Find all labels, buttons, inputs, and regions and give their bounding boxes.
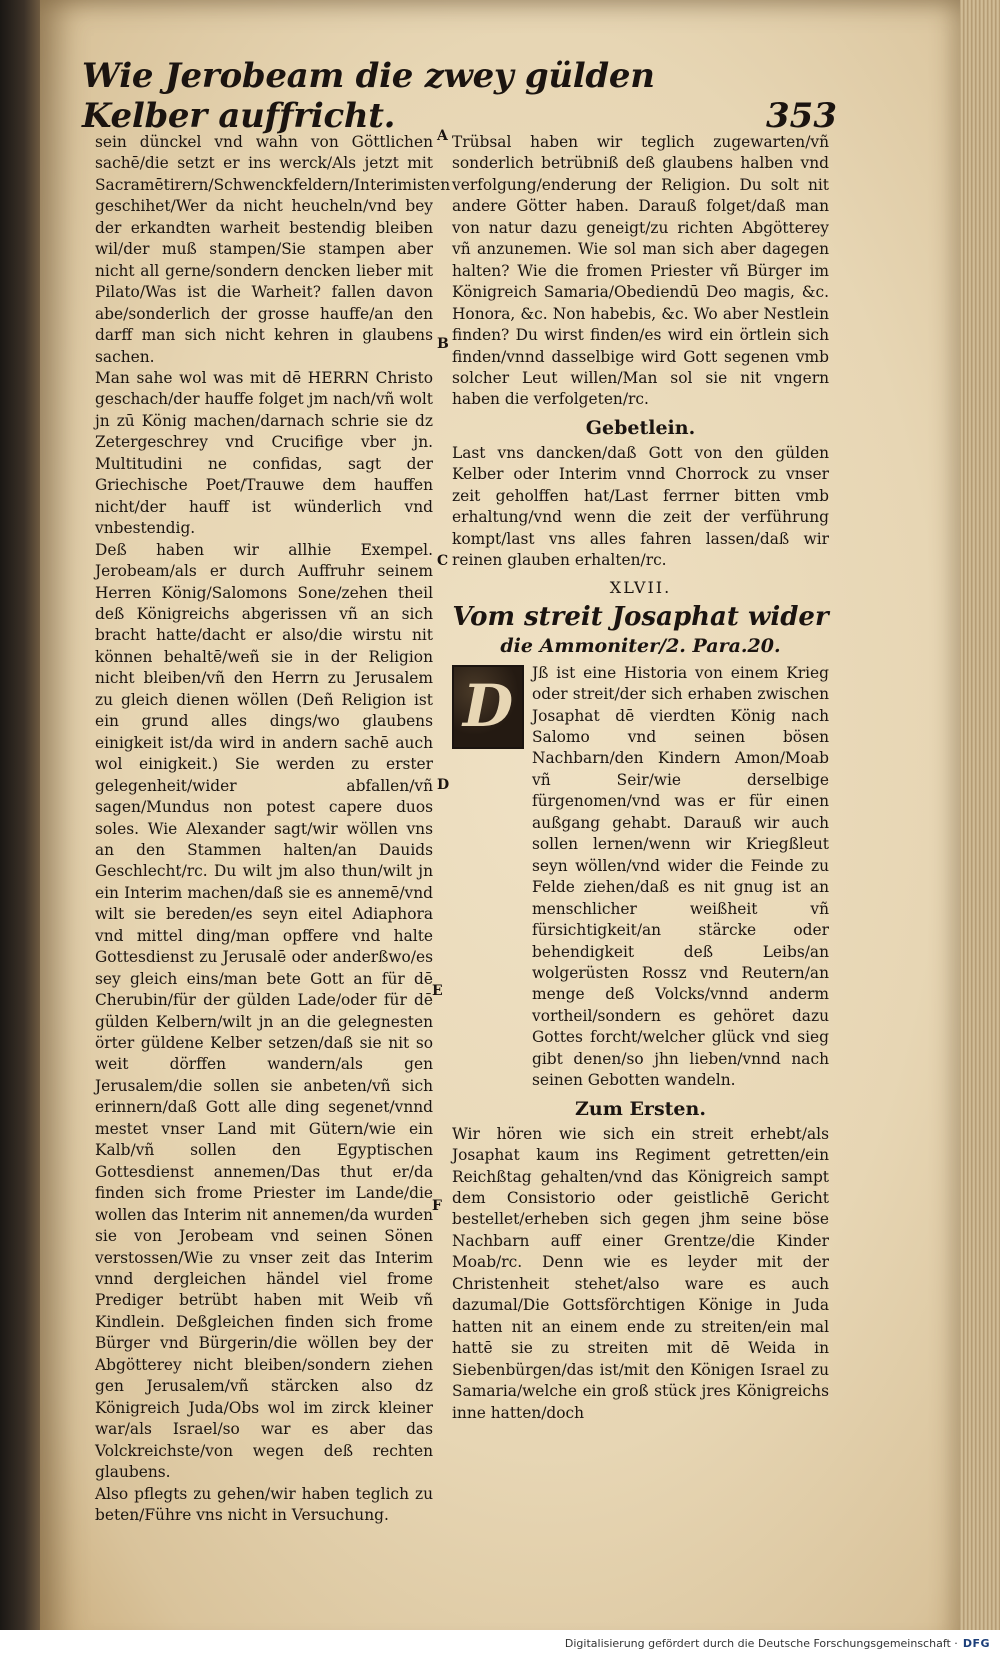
page-edge-stack: [960, 0, 1000, 1656]
paragraph: Also pflegts zu gehen/wir haben teglich zu beten/Führe vns nicht in Versuchung.: [95, 1484, 433, 1524]
footer-bar: [0, 1630, 1000, 1656]
margin-letter-e: E: [432, 983, 443, 999]
running-title: Wie Jerobeam die zwey gülden Kelber auffricht.: [82, 56, 655, 136]
chapter-opening: [452, 663, 829, 1092]
section-heading-prayer: Gebetlein.: [585, 416, 696, 439]
paragraph: Jß ist eine Historia von einem Krieg oder streit/der sich erhaben zwischen Josaphat dē vierdten König nach Salomo vnd seinen bösen Nachbarn/den Kindern Amon/Moab vñ Seir/wie derselbige fürgenomen/vnd was er für einen außgang gehabt. Darauß wir auch sollen lernen/wenn wir Kriegßleut seyn wöllen/vnd wider die Feinde zu Felde ziehen/daß es nit gnug ist an menschlicher weißheit vñ fürsichtigkeit/an stärcke oder behendigkeit deß Leibs/an wolgerüsten Rossz vnd Reutern/an menge deß Volcks/vnnd anderm vortheil/sondern es gehöret dazu Gottes forcht/welcher glück vnd sieg gibt denen/so jhn lieben/vnnd nach seinen Gebotten wandeln.: [532, 663, 829, 1090]
footer-credit: Digitalisierung gefördert durch die Deutsche Forschungsgemeinschaft ·: [564, 1636, 958, 1650]
right-column: [452, 132, 829, 1424]
dfg-logo-icon: DFG: [962, 1636, 990, 1650]
paragraph: Man sahe wol was mit dē HERRN Christo geschach/der hauffe folget jm nach/vñ wolt jn zū König machen/darnach schrie sie dz Zetergeschrey vnd Crucifige vber jn. Multitudini ne confidas, sagt der Griechische Poet/Trauwe dem hauffen nicht/der hauff ist wünderlich vnd vnbestendig.: [95, 368, 433, 538]
paragraph: Trübsal haben wir teglich zugewarten/vñ sonderlich betrübniß deß glaubens halben vnd verfolgung/enderung der Religion. Du solt nit andere Götter haben. Darauß folget/daß man von natur dazu geneigt/zu richten Abgötterey vñ anzunemen. Wie sol man sich aber dagegen halten? Wie die fromen Priester vñ Bürger im Königreich Samaria/Obediendū Deo magis, &c. Honora, &c. Non habebis, &c. Wo aber Nestlein finden? Du wirst finden/es wird ein örtlein sich finden/vnnd dasselbige wird Gott segenen vmb solcher Leut willen/Man sol sie nit vngern haben die verfolgeten/rc.: [452, 133, 829, 409]
paragraph: Wir hören wie sich ein streit erhebt/als Josaphat kaum ins Regiment getretten/ein Reichßtag gehalten/vnd das Königreich sampt dem Consistorio oder geistlichē Gericht bestellet/erheben sich gegen jhm seine böse Nachbarn auff einer Grentze/die Kinder Moab/rc. Denn wie es leyder mit der Christenheit stehet/also ware es auch dazumal/Die Gottsförchtigen Könige in Juda hatten nit an einem ende zu streiten/ein mal hattē sie zu streiten mit dē Weida in Siebenbürgen/das ist/mit den Königen Israel zu Samaria/welche ein groß stück jres Königreichs inne hatten/doch: [452, 1124, 829, 1422]
decorated-initial-icon: D: [452, 665, 524, 749]
paragraph: Deß haben wir allhie Exempel. Jerobeam/als er durch Auffruhr seinem Herren König/Salomons Sone/zehen theil deß Königreichs abgerissen vñ an sich bracht hatte/dacht er also/die wirstu nit können behaltē/weñ sie in der Religion nicht bleiben/vñ den Herrn zu Jerusalem zu gleich dienen wöllen (Deñ Religion ist ein grund alles dings/wo glaubens einigkeit ist/da wird in andern sachē auch wol einigkeit.) Sie werden zu erster gelegenheit/wider abfallen/vñ sagen/Mundus non potest capere duos soles. Wie Alexander sagt/wir wöllen vns an den Stammen halten/an Dauids Geschlecht/rc. Du wilt jm also thun/wilt jn ein Interim machen/daß sie es annemē/vnd wilt sie bereden/es seyn eitel Adiaphora vnd mittel ding/man opffere vnd halte Gottesdienst zu Jerusalē oder anderßwo/es sey gleich eins/man bete Gott an für dē Cherubin/für der gülden Lade/oder für dē gülden Kelbern/wilt jn an die gelegnesten örter güldene Kelber setzen/daß sie nit so weit dörffen wandern/als gen Jerusalem/die sollen sie anbeten/vñ sich erinnern/daß Gott alle ding segenet/vnnd mestet vnser Land mit Gütern/wie ein Kalb/vñ sollen den Egyptischen Gottesdienst annemen/Das thut er/da finden sich frome Priester im Lande/die wollen das Interim nit annemen/da wurden sie von Jerobeam vnd seinen Sönen verstossen/Wie zu vnser zeit das Interim vnnd dergleichen händel viel frome Prediger betrübt haben mit Weib vñ Kindlein. Deßgleichen finden sich frome Bürger vnd Bürgerin/die wöllen bey der Abgötterey nicht bleiben/sondern ziehen gen Jerusalem/vñ stärcken also dz Königreich Juda/Obs wol im zirck kleiner war/als Israel/so war es aber das Volckreichste/von wegen deß rechten glaubens.: [95, 540, 433, 1482]
chapter-title: Vom streit Josaphat wider: [452, 601, 829, 632]
left-column: [95, 132, 451, 1526]
section-heading-first: Zum Ersten.: [575, 1097, 706, 1120]
margin-letter-b: B: [437, 336, 449, 352]
page-header: [82, 56, 837, 136]
prayer-paragraph: Last vns dancken/daß Gott von den gülden Kelber oder Interim vnnd Chorrock zu vnser zeit geholffen hat/Last ferrner bitten vmb erhaltung/vnd wenn die zeit der verführung kompt/last vns alles fahren lassen/daß wir reinen glauben erhalten/rc.: [452, 443, 829, 570]
margin-letter-a: A: [437, 128, 448, 144]
margin-letter-c: C: [437, 553, 449, 569]
chapter-number: XLVII.: [609, 577, 672, 597]
page-number: 353: [766, 96, 837, 136]
paragraph: sein dünckel vnd wahn von Göttlichen sachē/die setzt er ins werck/Als jetzt mit Sacramētirern/Schwenckfeldern/Interimisten geschihet/Wer da nicht heucheln/vnd bey der erkandten warheit bestendig bleiben wil/der muß stampen/Sie stampen aber nicht all gerne/sondern dencken lieber mit Pilato/Was ist die Warheit? fallen davon abe/sonderlich der grosse hauffe/an den darff man sich nicht kehren in glaubens sachen.: [95, 133, 451, 366]
margin-letter-f: F: [432, 1198, 442, 1214]
chapter-subtitle: die Ammoniter/2. Para.20.: [500, 634, 781, 657]
book-edge-left: [0, 0, 40, 1656]
margin-letter-d: D: [437, 777, 450, 793]
